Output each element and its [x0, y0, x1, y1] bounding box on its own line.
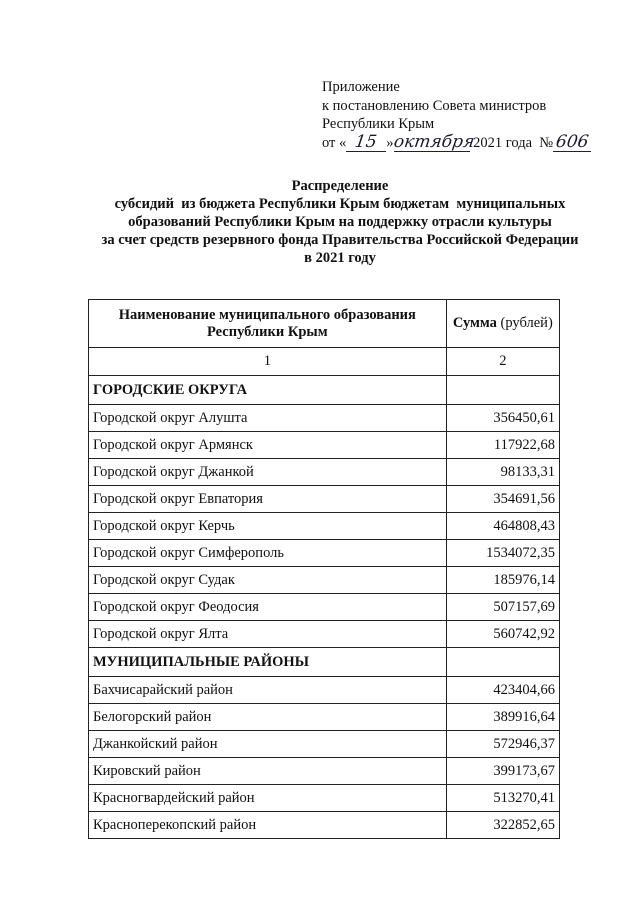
appendix-block [322, 78, 591, 152]
table-row [89, 432, 560, 459]
subsidy-amount: 1534072,35 [446, 540, 559, 567]
municipality-name: Кировский район [89, 758, 447, 785]
subsidy-amount: 117922,68 [446, 432, 559, 459]
table-row [89, 621, 560, 648]
section-row [89, 648, 560, 677]
appendix-date-line [322, 131, 591, 153]
date-day-close: » [386, 134, 394, 151]
subsidy-amount: 423404,66 [446, 677, 559, 704]
municipality-name: Белогорский район [89, 704, 447, 731]
title-line-2: субсидий из бюджета Республики Крым бюджетам муниципальных [114, 196, 566, 212]
date-year: 2021 года [473, 134, 533, 151]
municipality-name: Джанкойский район [89, 731, 447, 758]
table-row [89, 405, 560, 432]
header-municipality: Наименование муниципального образования Республики Крым [89, 300, 447, 348]
header-amount: Сумма (рублей) [446, 300, 559, 348]
table-row [89, 731, 560, 758]
section-title: ГОРОДСКИЕ ОКРУГА [89, 376, 447, 405]
date-day: 15 [346, 134, 386, 152]
subsidy-amount: 507157,69 [446, 594, 559, 621]
appendix-line-1: Приложение [322, 79, 400, 95]
section-empty-cell [446, 376, 559, 405]
title-line-3: образований Республики Крым на поддержку отрасли культуры [128, 214, 552, 230]
table-row [89, 704, 560, 731]
subsidy-amount: 98133,31 [446, 459, 559, 486]
subsidy-amount: 572946,37 [446, 731, 559, 758]
table-row [89, 459, 560, 486]
table-row [89, 540, 560, 567]
index-cell-1: 1 [89, 348, 447, 376]
subsidy-amount: 354691,56 [446, 486, 559, 513]
subsidy-amount: 389916,64 [446, 704, 559, 731]
municipality-name: Красноперекопский район [89, 812, 447, 839]
municipality-name: Городской округ Ялта [89, 621, 447, 648]
section-empty-cell [446, 648, 559, 677]
table-row [89, 594, 560, 621]
table-row [89, 567, 560, 594]
date-prefix: от « [322, 134, 347, 151]
title-line-1: Распределение [291, 178, 389, 194]
table-row [89, 486, 560, 513]
table-row [89, 677, 560, 704]
municipality-name: Городской округ Феодосия [89, 594, 447, 621]
municipality-name: Красногвардейский район [89, 785, 447, 812]
title-line-5: в 2021 году [304, 250, 376, 266]
date-month: октября [392, 131, 476, 152]
municipality-name: Городской округ Джанкой [89, 459, 447, 486]
section-row [89, 376, 560, 405]
subsidy-amount: 560742,92 [446, 621, 559, 648]
table-row [89, 758, 560, 785]
document-number: 606 [554, 131, 590, 152]
municipality-name: Городской округ Симферополь [89, 540, 447, 567]
subsidy-amount: 356450,61 [446, 405, 559, 432]
table-row [89, 812, 560, 839]
number-prefix: № [539, 134, 554, 151]
table-row [89, 785, 560, 812]
index-row [89, 348, 560, 376]
appendix-line-3: Республики Крым [322, 116, 435, 132]
municipality-name: Городской округ Керчь [89, 513, 447, 540]
index-cell-2: 2 [446, 348, 559, 376]
subsidy-amount: 399173,67 [446, 758, 559, 785]
municipality-name: Городской округ Евпатория [89, 486, 447, 513]
table-row [89, 513, 560, 540]
subsidy-amount: 322852,65 [446, 812, 559, 839]
appendix-line-2: к постановлению Совета министров [322, 97, 547, 114]
municipality-name: Городской округ Алушта [89, 405, 447, 432]
subsidy-amount: 464808,43 [446, 513, 559, 540]
table-header-row [89, 300, 560, 348]
municipality-name: Городской округ Армянск [89, 432, 447, 459]
document-title [60, 177, 620, 267]
subsidy-table [88, 299, 560, 839]
subsidy-amount: 513270,41 [446, 785, 559, 812]
title-line-4: за счет средств резервного фонда Правительства Российской Федерации [101, 232, 579, 248]
municipality-name: Городской округ Судак [89, 567, 447, 594]
municipality-name: Бахчисарайский район [89, 677, 447, 704]
section-title: МУНИЦИПАЛЬНЫЕ РАЙОНЫ [89, 648, 447, 677]
subsidy-amount: 185976,14 [446, 567, 559, 594]
